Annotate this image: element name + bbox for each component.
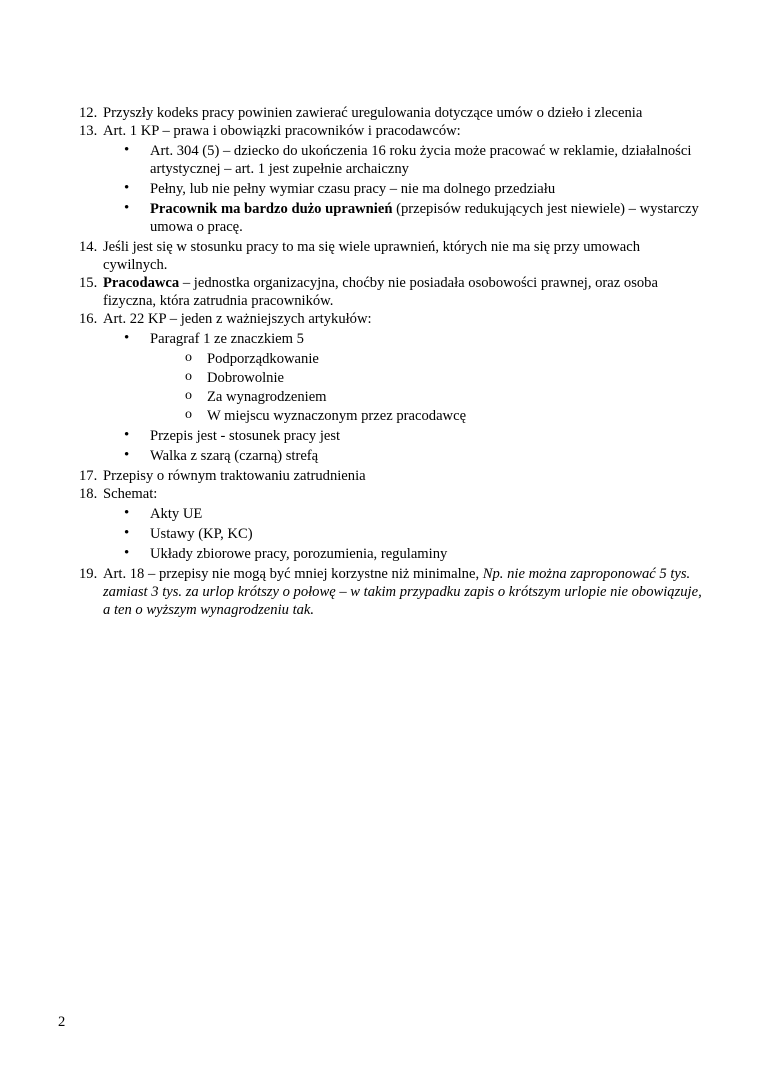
bullet-icon: •: [124, 200, 130, 216]
item-number: 19.: [79, 566, 98, 582]
item-number: 17.: [79, 468, 98, 484]
item-number: 14.: [79, 239, 98, 255]
list-item-16: [79, 310, 704, 328]
item-text: Przepisy o równym traktowaniu zatrudnienia: [103, 468, 366, 484]
page-number: 2: [58, 1014, 66, 1030]
sub-bullet-item: [79, 350, 704, 368]
bullet-list: [79, 427, 704, 465]
list-item-19: [79, 565, 704, 619]
bullet-item: [79, 427, 704, 445]
item-text: – jednostka organizacyjna, choćby nie posiadała osobowości prawnej, oraz osoba fizyczna, która zatrudnia pracowników.: [103, 275, 658, 309]
bullet-icon: •: [124, 142, 130, 158]
bullet-list: [79, 505, 704, 563]
bullet-icon: •: [124, 427, 130, 443]
sub-bullet-item: [79, 388, 704, 406]
list-item-18: [79, 485, 704, 503]
bullet-icon: •: [124, 330, 130, 346]
item-text: Schemat:: [103, 486, 158, 502]
list-item-15: [79, 274, 704, 310]
bullet-text: Przepis jest - stosunek pracy jest: [150, 428, 341, 444]
bullet-text: (przepisów redukujących jest niewiele) – wystarczy umowa o pracę.: [150, 201, 699, 235]
list-item-13: [79, 122, 704, 140]
item-bold-text: Pracodawca: [103, 275, 180, 291]
bullet-text: Walka z szarą (czarną) strefą: [150, 448, 319, 464]
sub-bullet-text: Podporządkowanie: [207, 351, 319, 367]
item-number: 13.: [79, 123, 98, 139]
bullet-item: [79, 142, 704, 178]
bullet-item: [79, 180, 704, 198]
bullet-item: [79, 545, 704, 563]
bullet-text: Paragraf 1 ze znaczkiem 5: [150, 331, 304, 347]
bullet-text: Art. 304 (5) – dziecko do ukończenia 16 roku życia może pracować w reklamie, działalności artystycznej – art. 1 jest zupełnie archaiczny: [150, 143, 692, 177]
item-number: 16.: [79, 311, 98, 327]
bullet-bold-text: Pracownik ma bardzo dużo uprawnień: [150, 201, 393, 217]
list-item-14: [79, 238, 704, 274]
item-text: Przyszły kodeks pracy powinien zawierać uregulowania dotyczące umów o dzieło i zlecenia: [103, 105, 643, 121]
bullet-icon: •: [124, 505, 130, 521]
document-body: [79, 104, 704, 619]
circle-bullet-icon: o: [185, 407, 192, 422]
circle-bullet-icon: o: [185, 350, 192, 365]
item-text: Art. 22 KP – jeden z ważniejszych artykułów:: [103, 311, 372, 327]
bullet-list: [79, 330, 704, 348]
item-text: Art. 18 – przepisy nie mogą być mniej korzystne niż minimalne,: [103, 566, 483, 582]
item-text: Jeśli jest się w stosunku pracy to ma się wiele uprawnień, których nie ma się przy umowach cywilnych.: [103, 239, 640, 273]
bullet-icon: •: [124, 525, 130, 541]
bullet-icon: •: [124, 447, 130, 463]
sub-bullet-text: Dobrowolnie: [207, 370, 285, 386]
item-number: 12.: [79, 105, 98, 121]
item-text: Art. 1 KP – prawa i obowiązki pracowników i pracodawców:: [103, 123, 461, 139]
sub-bullet-item: [79, 407, 704, 425]
sub-bullet-text: W miejscu wyznaczonym przez pracodawcę: [207, 408, 467, 424]
bullet-item: [79, 505, 704, 523]
bullet-item: [79, 330, 704, 348]
bullet-text: Pełny, lub nie pełny wymiar czasu pracy – nie ma dolnego przedziału: [150, 181, 556, 197]
item-number: 18.: [79, 486, 98, 502]
item-italic-text: Np. nie można zaproponować 5 tys. zamiast 3 tys. za urlop krótszy o połowę – w takim przypadku zapis o krótszym urlopie nie obowiązuje, a ten o wyższym wynagrodzeniu tak.: [103, 566, 702, 618]
bullet-list: [79, 142, 704, 236]
list-item-17: [79, 467, 704, 485]
circle-bullet-icon: o: [185, 388, 192, 403]
bullet-text: Układy zbiorowe pracy, porozumienia, regulaminy: [150, 546, 448, 562]
sub-bullet-text: Za wynagrodzeniem: [207, 389, 327, 405]
bullet-icon: •: [124, 180, 130, 196]
list-item-12: [79, 104, 704, 122]
bullet-text: Ustawy (KP, KC): [150, 526, 253, 542]
bullet-item: [79, 525, 704, 543]
bullet-item: [79, 447, 704, 465]
bullet-icon: •: [124, 545, 130, 561]
bullet-text: Akty UE: [150, 506, 203, 522]
sub-bullet-item: [79, 369, 704, 387]
bullet-item: [79, 200, 704, 236]
item-number: 15.: [79, 275, 98, 291]
circle-bullet-icon: o: [185, 369, 192, 384]
sub-bullet-list: [79, 350, 704, 425]
